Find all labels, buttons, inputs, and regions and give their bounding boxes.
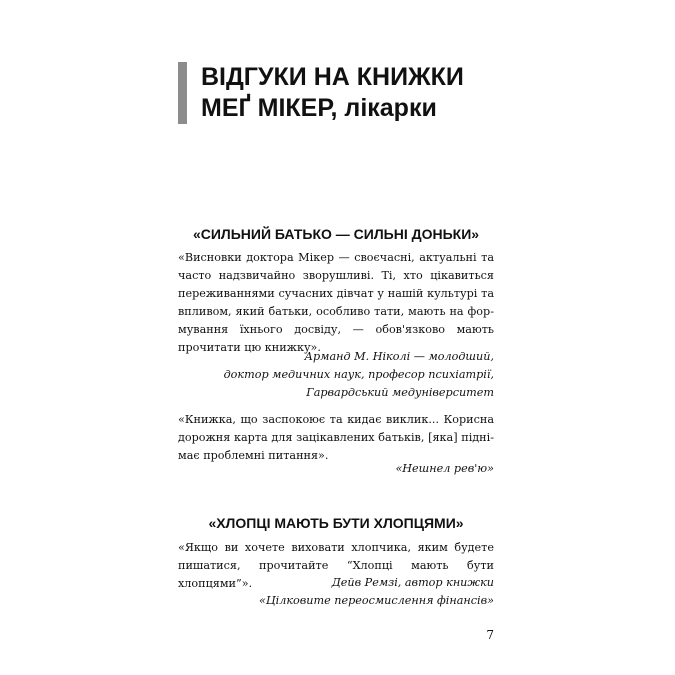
attribution-line: «Нешнел рев'ю» bbox=[395, 462, 494, 475]
review-attribution-ramsey bbox=[178, 574, 494, 610]
attribution-line: доктор медичних наук, професор психіатрії, bbox=[223, 368, 494, 381]
page-title-line-2: МЕҐ МІКЕР, лікарки bbox=[201, 94, 437, 122]
attribution-line: Гарвардський медуніверситет bbox=[306, 386, 494, 399]
review-quote-nicholi: «Висновки доктора Мікер — своєчасні, актуальні та часто надзвичайно зворушливі. Ті, хто цікавиться переживаннями сучасних дівчат у нашій культурі та впливом, який батьки, особливо тати, мають на формування їхнього досвіду, — обов'язково мають прочитати цю книжку». bbox=[178, 251, 494, 354]
section-title-strong-father: «СИЛЬНИЙ БАТЬКО — СИЛЬНІ ДОНЬКИ» bbox=[192, 226, 480, 242]
page-title bbox=[201, 62, 464, 124]
page-title-line-1: ВІДГУКИ НА КНИЖКИ bbox=[201, 63, 464, 91]
section-title-boys-will-be-boys: «ХЛОПЦІ МАЮТЬ БУТИ ХЛОПЦЯМИ» bbox=[208, 515, 464, 531]
page-header bbox=[178, 62, 464, 124]
attribution-line: Дейв Ремзі, автор книжки bbox=[331, 576, 494, 589]
accent-bar bbox=[178, 62, 187, 124]
attribution-line: «Цілковите переосмислення фінансів» bbox=[259, 594, 494, 607]
review-attribution-national-review bbox=[178, 460, 494, 478]
review-quote-ramsey: «Якщо ви хочете виховати хлопчика, яким будете пишатися, прочитайте “Хлопці мають бути хлопцями”». bbox=[178, 541, 494, 590]
review-quote-national-review: «Книжка, що заспокоює та кидає виклик... Корисна дорожня карта для зацікавлених батьків, [яка] піднімає проблемні питання». bbox=[178, 413, 494, 462]
review-attribution-nicholi bbox=[178, 348, 494, 402]
attribution-line: Арманд М. Ніколі — молодший, bbox=[304, 350, 494, 363]
page-number: 7 bbox=[486, 628, 494, 642]
